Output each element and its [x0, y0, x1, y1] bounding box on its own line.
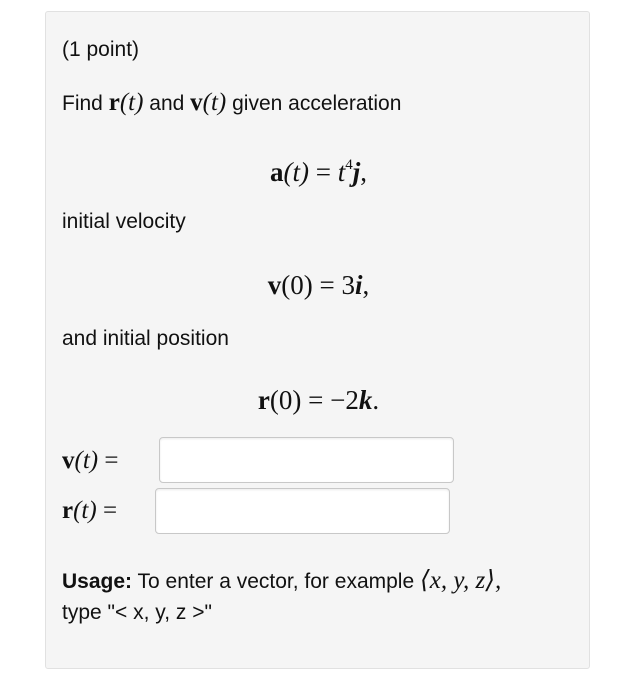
point-value: (1 point) [62, 38, 140, 61]
find-prefix: Find [62, 92, 103, 115]
position-equation: r(0) = −2k. [257, 385, 380, 415]
usage-text: To enter a vector, for example [137, 570, 415, 593]
r-of-t: r(t) [108, 89, 144, 116]
and-word: and [149, 92, 185, 115]
given-phrase: given acceleration [232, 92, 402, 115]
usage-line [62, 568, 501, 595]
usage-example: ⟨x, y, z⟩, [419, 567, 502, 594]
velocity-answer-input[interactable] [159, 437, 454, 483]
problem-panel [45, 11, 590, 669]
position-answer-input[interactable] [155, 488, 450, 534]
usage-type-line: type "< x, y, z >" [62, 601, 212, 624]
position-answer-label: r(t) = [62, 497, 118, 524]
problem-statement [62, 90, 401, 117]
velocity-answer-label: v(t) = [62, 447, 119, 474]
acceleration-equation: $a(t) = t^4j$, [270, 157, 367, 187]
initial-velocity-label: initial velocity [62, 210, 186, 233]
initial-position-label: and initial position [62, 327, 229, 350]
velocity-equation: v(0) = 3i, [267, 270, 370, 300]
v-of-t: v(t) [190, 89, 227, 116]
usage-label: Usage: [62, 570, 133, 593]
